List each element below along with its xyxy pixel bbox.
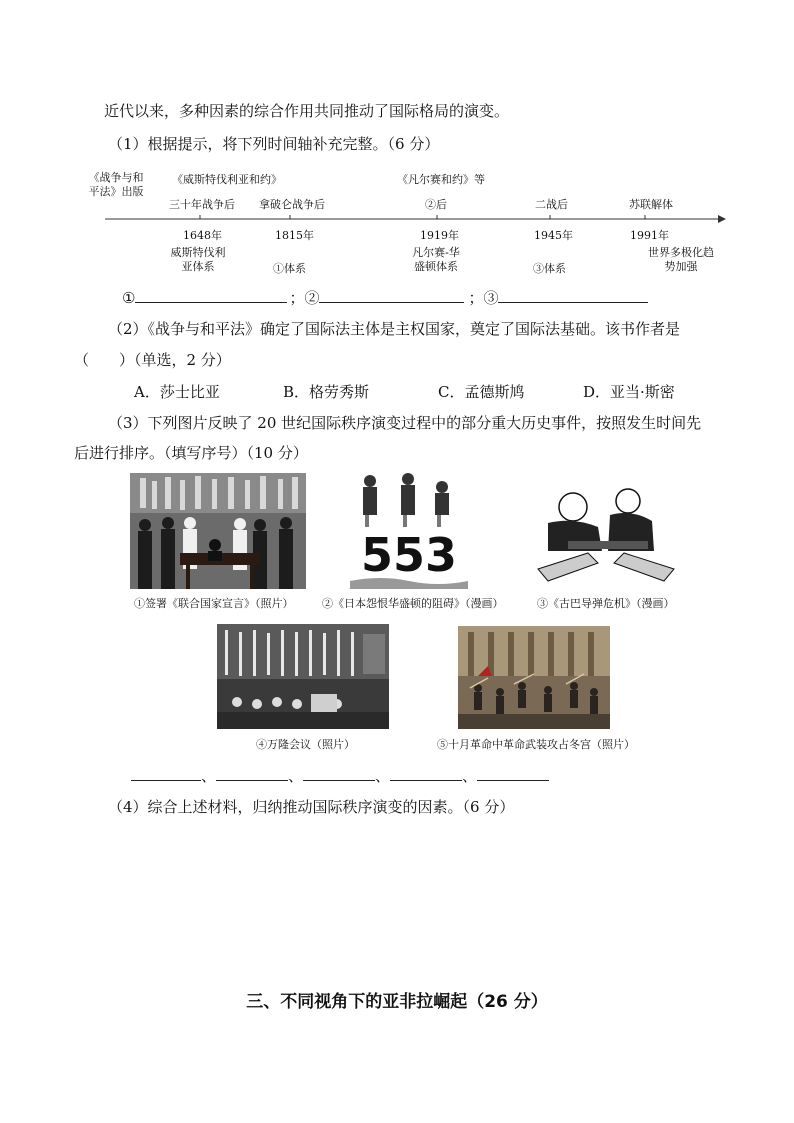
q2-option-c[interactable]: C．孟德斯鸠 — [438, 383, 525, 401]
q3-prompt-line1: （3）下列图片反映了 20 世纪国际秩序演变过程中的部分重大历史事件，按照发生时间先 — [108, 414, 702, 432]
q4-prompt: （4）综合上述材料，归纳推动国际秩序演变的因素。（6 分） — [108, 798, 515, 816]
order-blank-2[interactable] — [216, 766, 288, 781]
cartoon-number: 553 — [360, 528, 458, 582]
timeline-system-2: ①体系 — [273, 262, 306, 275]
blank-label-2: ；② — [289, 289, 320, 307]
q2-option-b[interactable]: B．格劳秀斯 — [283, 383, 370, 401]
timeline-year-1919: 1919年 — [420, 229, 459, 242]
caption-image-1: ①签署《联合国家宣言》（照片） — [134, 597, 294, 610]
cartoon-553 — [350, 473, 468, 589]
timeline-year-1991: 1991年 — [630, 229, 669, 242]
timeline-event-4: 二战后 — [535, 198, 568, 211]
timeline-book-label: 《战争与和平法》出版 — [88, 171, 144, 198]
order-blank-3[interactable] — [303, 766, 375, 781]
cartoon-cuban-missile — [528, 481, 684, 589]
q2-prompt-line2: （ ）（单选，2 分） — [74, 351, 231, 369]
q3-order-blanks — [131, 765, 549, 786]
caption-image-2: ②《日本怨恨华盛顿的阻碍》（漫画） — [322, 597, 504, 610]
painting-winter-palace-storming — [458, 626, 610, 729]
timeline-system-4: ③体系 — [533, 262, 566, 275]
answer-blank-2[interactable] — [319, 288, 464, 303]
order-blank-4[interactable] — [390, 766, 462, 781]
timeline-westphalia-treaty: 《威斯特伐利亚和约》 — [172, 173, 282, 186]
timeline-event-5: 苏联解体 — [629, 198, 673, 211]
timeline-system-5: 世界多极化趋势加强 — [648, 246, 714, 273]
caption-image-4: ④万隆会议（照片） — [256, 738, 355, 751]
timeline-year-1648: 1648年 — [183, 229, 222, 242]
separator-3: 、 — [375, 767, 391, 785]
timeline-system-3: 凡尔赛-华盛顿体系 — [412, 246, 460, 273]
q2-option-d[interactable]: D．亚当·斯密 — [583, 383, 675, 401]
photo-declaration-signing — [130, 473, 306, 589]
photo-bandung-conference — [217, 624, 389, 729]
intro-text: 近代以来，多种因素的综合作用共同推动了国际格局的演变。 — [104, 102, 510, 120]
blank-label-3: ；③ — [468, 289, 499, 307]
q1-answer-blanks — [122, 287, 648, 308]
q4-answer-area[interactable] — [100, 822, 700, 962]
q2-prompt-line1: （2）《战争与和平法》确定了国际法主体是主权国家，奠定了国际法基础。该书作者是 — [108, 320, 681, 338]
timeline-event-1: 三十年战争后 — [169, 198, 235, 211]
answer-blank-1[interactable] — [135, 288, 287, 303]
order-blank-5[interactable] — [477, 766, 549, 781]
caption-image-5: ⑤十月革命中革命武装攻占冬宫（照片） — [437, 738, 635, 751]
q2-option-a[interactable]: A．莎士比亚 — [134, 383, 220, 401]
answer-blank-3[interactable] — [498, 288, 648, 303]
separator-1: 、 — [201, 767, 217, 785]
q1-prompt: （1）根据提示，将下列时间轴补充完整。（6 分） — [108, 135, 440, 153]
timeline-versailles-treaty: 《凡尔赛和约》等 — [397, 173, 485, 186]
timeline-year-1945: 1945年 — [534, 229, 573, 242]
q3-prompt-line2: 后进行排序。（填写序号）（10 分） — [74, 444, 308, 462]
timeline-event-2: 拿破仑战争后 — [259, 198, 325, 211]
order-blank-1[interactable] — [131, 766, 201, 781]
separator-4: 、 — [462, 767, 478, 785]
section-3-heading: 三、不同视角下的亚非拉崛起（26 分） — [246, 992, 548, 1012]
separator-2: 、 — [288, 767, 304, 785]
timeline-event-3: ②后 — [425, 198, 447, 211]
blank-label-1: ① — [122, 289, 136, 307]
caption-image-3: ③《古巴导弹危机》（漫画） — [537, 597, 675, 610]
timeline-system-1: 威斯特伐利亚体系 — [170, 246, 226, 273]
timeline-year-1815: 1815年 — [275, 229, 314, 242]
